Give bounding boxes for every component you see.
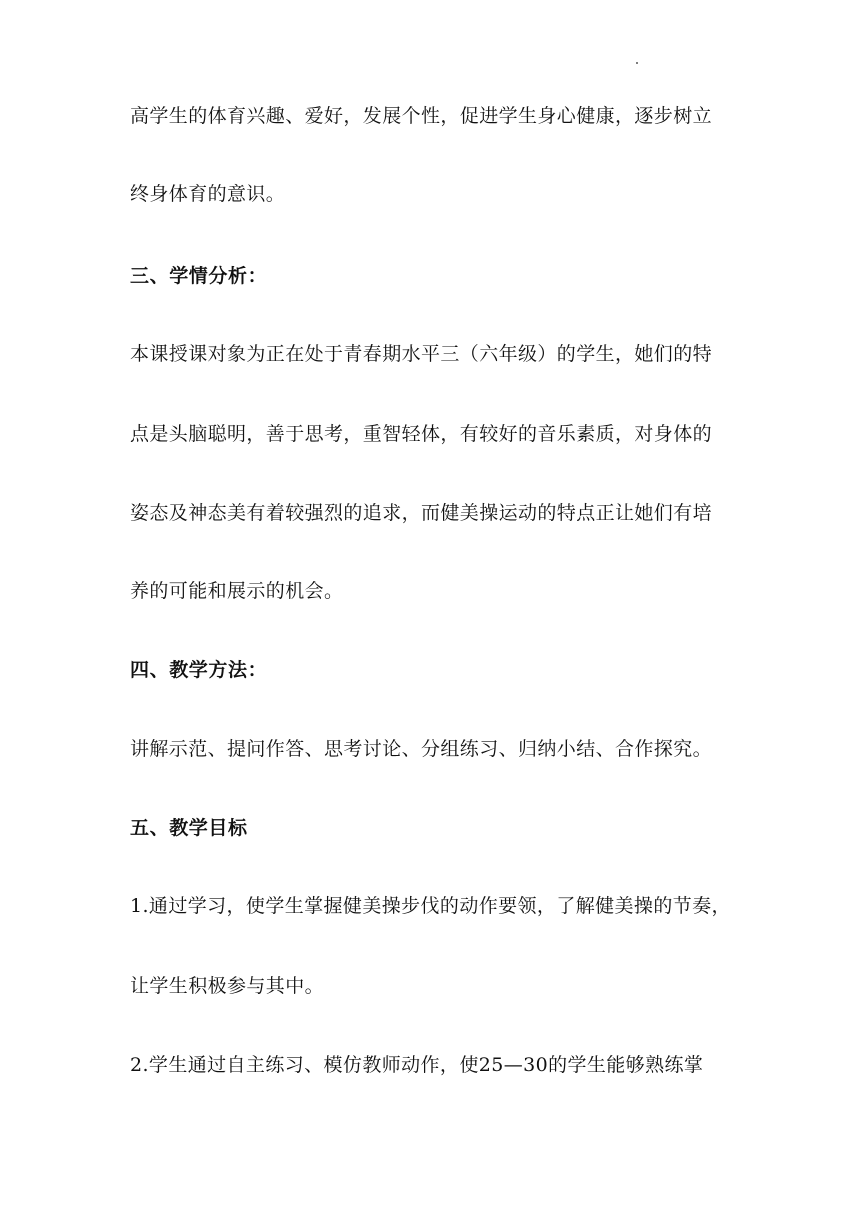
paragraph-line: 让学生积极参与其中。 [130,975,325,997]
paragraph-line: 高学生的体育兴趣、爱好，发展个性，促进学生身心健康，逐步树立 [130,105,713,127]
section-heading-learning-analysis: 三、学情分析： [130,265,268,287]
paragraph-line: 讲解示范、提问作答、思考讨论、分组练习、归纳小结、合作探究。 [130,738,713,760]
section-heading-teaching-goals: 五、教学目标 [130,817,248,839]
paragraph-line: 本课授课对象为正在处于青春期水平三（六年级）的学生，她们的特 [130,343,713,365]
paragraph-line: 姿态及神态美有着较强烈的追求，而健美操运动的特点正让她们有培 [130,502,713,524]
paragraph-line: 1.通过学习，使学生掌握健美操步伐的动作要领，了解健美操的节奏， [130,895,731,917]
page-mark [636,62,638,64]
paragraph-line: 点是头脑聪明，善于思考，重智轻体，有较好的音乐素质，对身体的 [130,423,713,445]
paragraph-line: 终身体育的意识。 [130,183,286,205]
paragraph-line: 2.学生通过自主练习、模仿教师动作，使25—30的学生能够熟练掌 [130,1054,704,1076]
section-heading-teaching-methods: 四、教学方法： [130,659,268,681]
paragraph-line: 养的可能和展示的机会。 [130,580,344,602]
